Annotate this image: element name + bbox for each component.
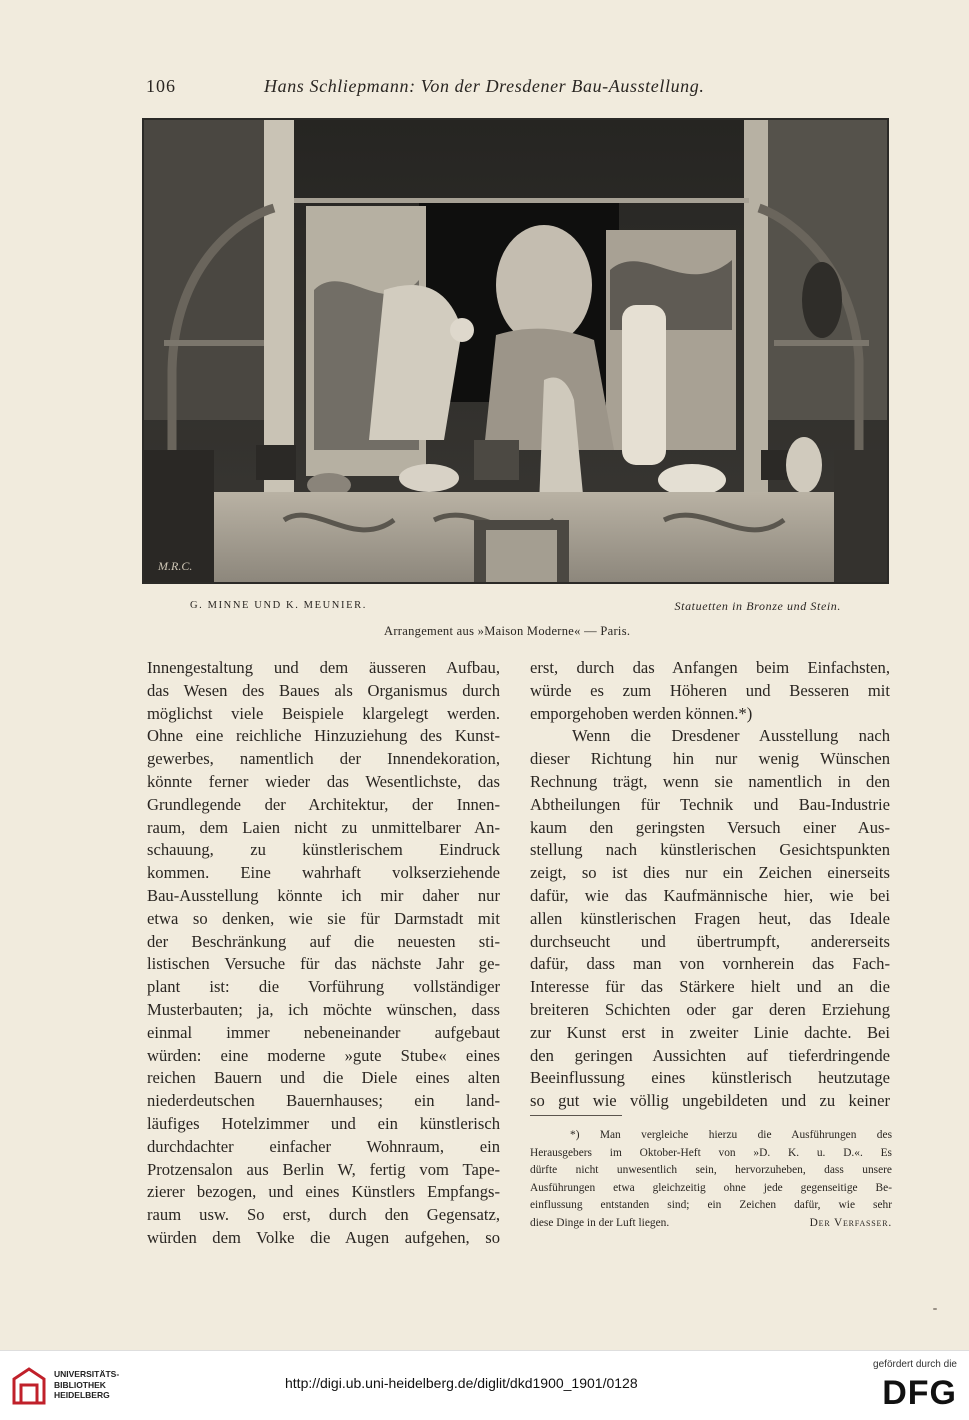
photograph-image [144, 120, 887, 582]
text-line: einmal immer nebeneinander aufgebaut [147, 1022, 500, 1042]
exhibition-photograph [142, 118, 889, 584]
text-line: niederdeutschen Bauernhauses; ein land- [147, 1091, 500, 1111]
footnote-line: Ausführungen etwa gleichzeitig ohne jede gegenseitige Be- [530, 1181, 892, 1194]
text-line: zur Kunst erst in zweiter Linie dachte. Bei [530, 1022, 890, 1042]
right-text-column [530, 657, 890, 1113]
text-line: Protzensalon aus Berlin W, fertig vom Tape- [147, 1159, 500, 1179]
paper-speck [933, 1308, 937, 1310]
text-line: könnte ferner wieder das Wesentlichste, das [147, 771, 500, 791]
library-name-line: HEIDELBERG [54, 1390, 110, 1400]
photographer-monogram: M.R.C. [158, 559, 193, 573]
text-line: den geringen Aussichten auf tieferdringende [530, 1045, 890, 1065]
footnote-line: *) Man vergleiche hierzu die Ausführungen des [570, 1129, 892, 1141]
text-line: dafür, wie das Kaufmännische hier, wie bei [530, 885, 890, 905]
text-line: läufiges Hotelzimmer und ein künstlerisch [147, 1113, 500, 1133]
text-line: reichen Bauern und die Diele eines alten [147, 1068, 500, 1088]
text-line: breiteren Schichten oder gar deren Erziehung [530, 999, 890, 1019]
text-line: Wenn die Dresdener Ausstellung nach [572, 726, 890, 746]
text-line: der Beschränkung auf die neuesten sti- [147, 931, 500, 951]
text-line: würde es zum Höheren und Besseren mit [530, 680, 890, 700]
footnote-line: dürfte nicht unwesentlich sein, hervorzuheben, dass unsere [530, 1164, 892, 1176]
text-line: durchdachter einfacher Wohnraum, ein [147, 1136, 500, 1156]
footnote-line: Herausgebers im Oktober-Heft von »D. K. u. D.«. Es [530, 1146, 892, 1159]
text-line: Musterbauten; ja, ich möchte wünschen, dass [147, 999, 500, 1019]
library-name-line: UNIVERSITÄTS- [54, 1369, 120, 1379]
library-logo-icon [10, 1365, 48, 1407]
running-header [146, 76, 894, 104]
text-line: stellung nach künstlerischen Gesichtspunkten [530, 840, 890, 860]
footnote-signature: Der Verfasser. [809, 1216, 892, 1229]
footnote [530, 1127, 892, 1232]
text-line: durchseucht und übertrumpft, andererseits [530, 931, 890, 951]
left-text-column [147, 657, 500, 1250]
text-line: so gut wie völlig ungebildeten und zu keiner [530, 1091, 890, 1111]
text-line: Rechnung trägt, wenn sie namentlich in den [530, 771, 890, 791]
text-line: raum usw. So erst, durch den Gegensatz, [147, 1205, 500, 1225]
footnote-line: diese Dinge in der Luft liegen. [530, 1216, 670, 1229]
dfg-logo: DFG [882, 1374, 957, 1412]
text-line: kommen. Eine wahrhaft volkserziehende [147, 863, 500, 883]
footnote-divider [530, 1115, 622, 1116]
text-line: würden: eine moderne »gute Stube« eines [147, 1045, 500, 1065]
text-line: listischen Versuche für das nächste Jahr ge- [147, 954, 500, 974]
viewer-footer [0, 1350, 969, 1420]
footnote-line: einflussung entstanden sind; ein Zeichen dafür, wie sehr [530, 1199, 892, 1211]
text-line: Grundlegende der Architektur, der Innen- [147, 794, 500, 814]
text-line: erst, durch das Anfangen beim Einfachsten, [530, 658, 890, 677]
library-name-line: BIBLIOTHEK [54, 1379, 106, 1390]
library-name [54, 1369, 119, 1401]
text-line: Ohne eine reichliche Hinzuziehung des Kunst- [147, 726, 500, 746]
text-line: raum, dem Laien nicht zu unmittelbarer An- [147, 817, 500, 837]
text-line: gewerbes, namentlich der Innendekoration, [147, 749, 500, 769]
text-line: allen künstlerischen Fragen heut, das Ideale [530, 908, 890, 928]
text-line: etwa so denken, wie sie für Darmstadt mit [147, 908, 500, 928]
text-line: zierer bezogen, und eines Künstlers Empfangs- [147, 1182, 500, 1202]
text-line: Abtheilungen für Technik und Bau-Industrie [530, 794, 890, 814]
funding-note: gefördert durch die [873, 1359, 957, 1370]
text-line: zeigt, so ist dies nur ein Zeichen einerseits [530, 863, 890, 883]
caption-description: Statuetten in Bronze und Stein. [674, 599, 841, 613]
text-line: Bau-Ausstellung könnte ich mir daher nur [147, 885, 500, 905]
caption-arrangement: Arrangement aus »Maison Moderne« — Paris. [384, 624, 631, 638]
text-line: möglichst viele Beispiele klargelegt werden. [147, 703, 500, 723]
text-line: plant ist: die Vorführung vollständiger [147, 977, 500, 997]
page-number: 106 [146, 76, 176, 96]
text-line: dieser Richtung hin nur wenig Wünschen [530, 749, 890, 769]
text-line: kaum den geringsten Versuch einer Aus- [530, 817, 890, 837]
text-line: das Wesen des Baues als Organismus durch [147, 680, 500, 700]
text-line: Beeinflussung eines künstlerisch heutzutage [530, 1068, 890, 1088]
text-line: Interesse für das Stärkere hielt und an die [530, 977, 890, 997]
text-line: würden dem Volke die Augen aufgehen, so [147, 1227, 500, 1247]
permalink-url[interactable]: http://digi.ub.uni-heidelberg.de/diglit/dkd1900_1901/0128 [285, 1375, 638, 1391]
running-title: Hans Schliepmann: Von der Dresdener Bau-Ausstellung. [264, 76, 705, 96]
text-line: emporgehoben werden können.*) [530, 703, 753, 723]
text-line: dafür, dass man von vornherein das Fach- [530, 954, 890, 974]
text-line: schauung, zu künstlerischem Eindruck [147, 840, 500, 860]
caption-artists: G. MINNE UND K. MEUNIER. [190, 600, 367, 611]
text-line: Innengestaltung und dem äusseren Aufbau, [147, 658, 500, 677]
